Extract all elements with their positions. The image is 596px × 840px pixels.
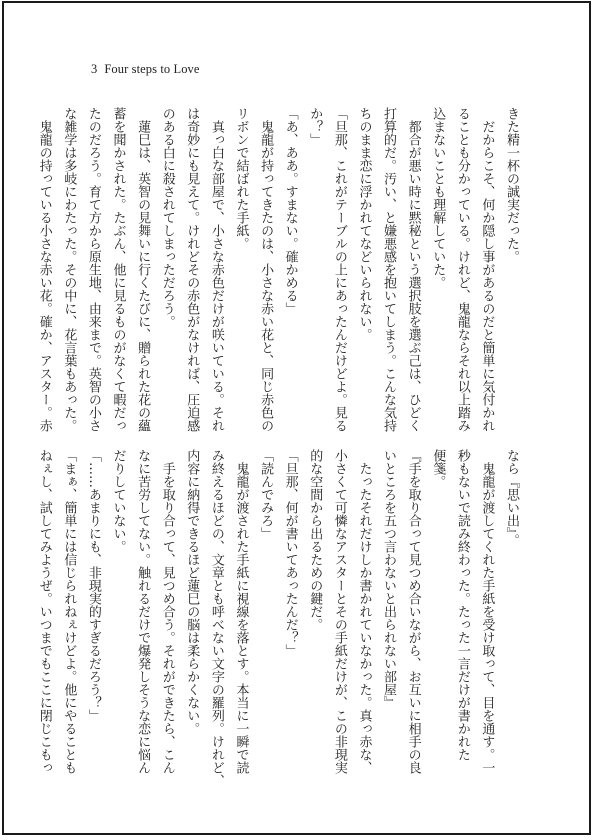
text-line: 鬼龍が渡された手紙に視線を落とす。本当に一瞬で読 bbox=[233, 449, 249, 774]
text-line: 「旦那、これがテーブルの上にあったんだけどよ。見る bbox=[331, 107, 347, 432]
text-line: 「旦那、何が書いてあったんだ？」 bbox=[282, 449, 298, 657]
text-line: ちのまま恋に浮かれてなどいられない。 bbox=[356, 107, 372, 341]
text-line: な雑学は多岐にわたった。その中に、花言葉もあった。 bbox=[61, 107, 77, 432]
text-line: きた精一杯の誠実だった。 bbox=[504, 107, 519, 263]
text-line: たのだろう。育て方から原生地、由来まで。英智の小さ bbox=[85, 107, 101, 432]
text-line: ることも分かっている。けれど、鬼龍ならそれ以上踏み bbox=[454, 107, 470, 432]
text-line: か？」 bbox=[307, 107, 323, 146]
text-line: 蓮巳は、英智の見舞いに行くたびに、贈られた花の蘊 bbox=[135, 107, 151, 432]
text-line: だからこそ、何か隠し事があるのだと簡単に気付かれ bbox=[479, 107, 495, 432]
text-line: なら『思い出』。 bbox=[504, 449, 519, 547]
text-line: 小さくて可憐なアスターとその手紙だけが、この非現実 bbox=[331, 449, 347, 774]
text-line: み終えるほどの、文章とも呼べない文字の羅列。けれど、 bbox=[208, 449, 224, 787]
lower-text-block bbox=[36, 449, 523, 787]
text-line: ねぇし、試してみようぜ。いつまでもここに閉じこもっ bbox=[36, 449, 52, 774]
page-number: 3 bbox=[91, 62, 98, 76]
text-line: 秒もないで読み終わった。たった一言だけが書かれた bbox=[454, 449, 470, 761]
text-line: 的な空間から出るための鍵だ。 bbox=[307, 449, 323, 631]
text-line: 「あ、ああ。すまない。確かめる」 bbox=[282, 107, 298, 315]
text-line: なに苦労してない。触れるだけで爆発しそうな恋に悩ん bbox=[135, 449, 151, 774]
page-frame bbox=[2, 1, 591, 835]
text-line: 鬼龍の持っている小さな赤い花。確か、アスター。赤 bbox=[36, 107, 52, 432]
text-line: 内容に納得できるほど蓮巳の脳は柔らかくない。 bbox=[184, 449, 200, 735]
text-line: 都合が悪い時に黙秘という選択肢を選ぶ己は、ひどく bbox=[405, 107, 421, 432]
text-line: だりしていない。 bbox=[110, 449, 126, 553]
upper-text-block bbox=[36, 107, 523, 432]
text-line: 手を取り合って、見つめ合う。それができたら、こん bbox=[159, 449, 175, 774]
text-line: は奇妙にも見えて。けれどその赤色がなければ、圧迫感 bbox=[184, 107, 200, 432]
text-line: いところを五つ言わないと出られない部屋』 bbox=[381, 449, 397, 709]
text-line: 便箋。 bbox=[430, 449, 446, 488]
text-line: 込まないことも理解していた。 bbox=[430, 107, 446, 289]
text-line: 鬼龍が持ってきたのは、小さな赤い花と、同じ赤色の bbox=[258, 107, 274, 432]
text-line: のある白に殺されてしまっただろう。 bbox=[159, 107, 175, 328]
text-line: リボンで結ばれた手紙。 bbox=[233, 107, 249, 250]
text-line: 鬼龍が渡してくれた手紙を受け取って、目を通す。一 bbox=[479, 449, 495, 774]
text-line: 真っ白な部屋で、小さな赤色だけが咲いている。それ bbox=[208, 107, 224, 432]
text-line: 「読んでみろ」 bbox=[258, 449, 274, 540]
text-line: 『手を取り合って見つめ合いながら、お互いに相手の良 bbox=[405, 449, 421, 774]
text-line: たったそれだけしか書かれていなかった。真っ赤な、 bbox=[356, 449, 372, 774]
text-line: 「……あまりにも、非現実的すぎるだろう？」 bbox=[85, 449, 101, 722]
text-line: 打算的だ。汚い、と嫌悪感を抱いてしまう。こんな気持 bbox=[381, 107, 397, 432]
text-line: 「まぁ、簡単には信じられねぇけどよ。他にやることも bbox=[61, 449, 77, 774]
text-line: 蓄を聞かされた。たぶん、他に見るものがなくて暇だっ bbox=[110, 107, 126, 432]
chapter-title: Four steps to Love bbox=[104, 62, 200, 76]
running-header bbox=[91, 62, 200, 77]
